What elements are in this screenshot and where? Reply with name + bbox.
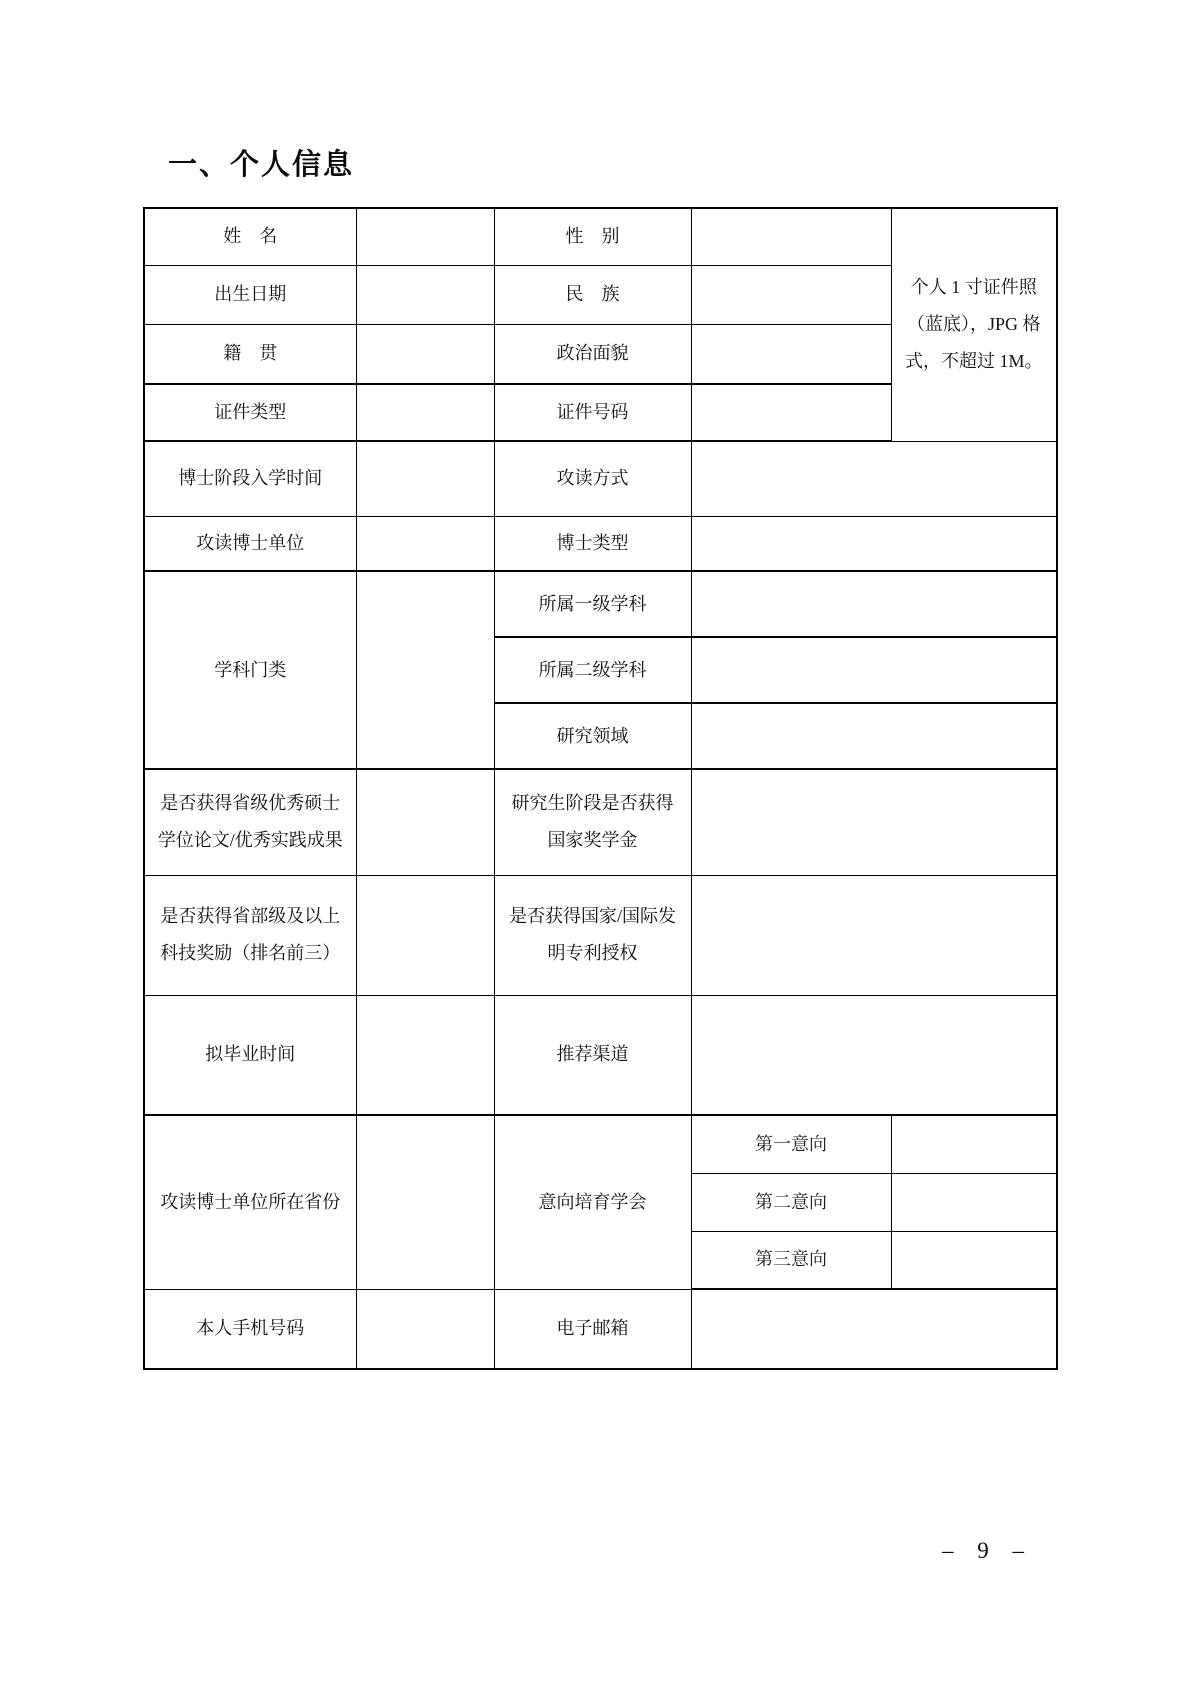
label-name: 姓 名 [144, 208, 356, 265]
label-research-field: 研究领域 [494, 703, 691, 769]
label-first-choice: 第一意向 [691, 1115, 891, 1173]
label-phd-institution: 攻读博士单位 [144, 516, 356, 571]
input-discipline-category [356, 571, 494, 769]
input-id-number [691, 384, 891, 441]
input-patent-grant [691, 875, 1057, 995]
label-provincial-sci-award: 是否获得省部级及以上科技奖励（排名前三） [144, 875, 356, 995]
label-second-level-discipline: 所属二级学科 [494, 637, 691, 703]
input-national-scholarship [691, 769, 1057, 875]
label-id-number: 证件号码 [494, 384, 691, 441]
label-birth-date: 出生日期 [144, 265, 356, 324]
label-ethnicity: 民 族 [494, 265, 691, 324]
label-phd-institution-province: 攻读博士单位所在省份 [144, 1115, 356, 1289]
label-phd-enroll-time: 博士阶段入学时间 [144, 441, 356, 516]
input-email [691, 1289, 1057, 1369]
label-patent-grant: 是否获得国家/国际发明专利授权 [494, 875, 691, 995]
label-discipline-category: 学科门类 [144, 571, 356, 769]
input-recommendation-channel [691, 995, 1057, 1115]
label-recommendation-channel: 推荐渠道 [494, 995, 691, 1115]
label-study-mode: 攻读方式 [494, 441, 691, 516]
label-provincial-thesis-award: 是否获得省级优秀硕士学位论文/优秀实践成果 [144, 769, 356, 875]
input-id-type [356, 384, 494, 441]
section-title: 一、个人信息 [168, 149, 355, 181]
input-phd-institution [356, 516, 494, 571]
input-birth-date [356, 265, 494, 324]
input-phd-institution-province [356, 1115, 494, 1289]
input-second-choice [891, 1173, 1057, 1231]
input-first-level-discipline [691, 571, 1057, 637]
input-political-status [691, 324, 891, 384]
input-phd-enroll-time [356, 441, 494, 516]
input-second-level-discipline [691, 637, 1057, 703]
label-email: 电子邮箱 [494, 1289, 691, 1369]
personal-info-table [143, 207, 1058, 1370]
input-provincial-sci-award [356, 875, 494, 995]
label-second-choice: 第二意向 [691, 1173, 891, 1231]
label-expected-graduation: 拟毕业时间 [144, 995, 356, 1115]
label-third-choice: 第三意向 [691, 1231, 891, 1289]
input-first-choice [891, 1115, 1057, 1173]
label-id-type: 证件类型 [144, 384, 356, 441]
page-number: – 9 – [942, 1538, 1028, 1563]
label-national-scholarship: 研究生阶段是否获得国家奖学金 [494, 769, 691, 875]
label-phd-type: 博士类型 [494, 516, 691, 571]
label-gender: 性 别 [494, 208, 691, 265]
input-native-place [356, 324, 494, 384]
input-gender [691, 208, 891, 265]
label-political-status: 政治面貌 [494, 324, 691, 384]
input-phd-type [691, 516, 1057, 571]
input-third-choice [891, 1231, 1057, 1289]
label-mobile-number: 本人手机号码 [144, 1289, 356, 1369]
input-study-mode [691, 441, 1057, 516]
label-first-level-discipline: 所属一级学科 [494, 571, 691, 637]
input-mobile-number [356, 1289, 494, 1369]
label-intended-society: 意向培育学会 [494, 1115, 691, 1289]
input-provincial-thesis-award [356, 769, 494, 875]
input-research-field [691, 703, 1057, 769]
label-native-place: 籍 贯 [144, 324, 356, 384]
photo-instruction: 个人 1 寸证件照（蓝底），JPG 格式，不超过 1M。 [891, 208, 1057, 441]
input-ethnicity [691, 265, 891, 324]
input-expected-graduation [356, 995, 494, 1115]
input-name [356, 208, 494, 265]
